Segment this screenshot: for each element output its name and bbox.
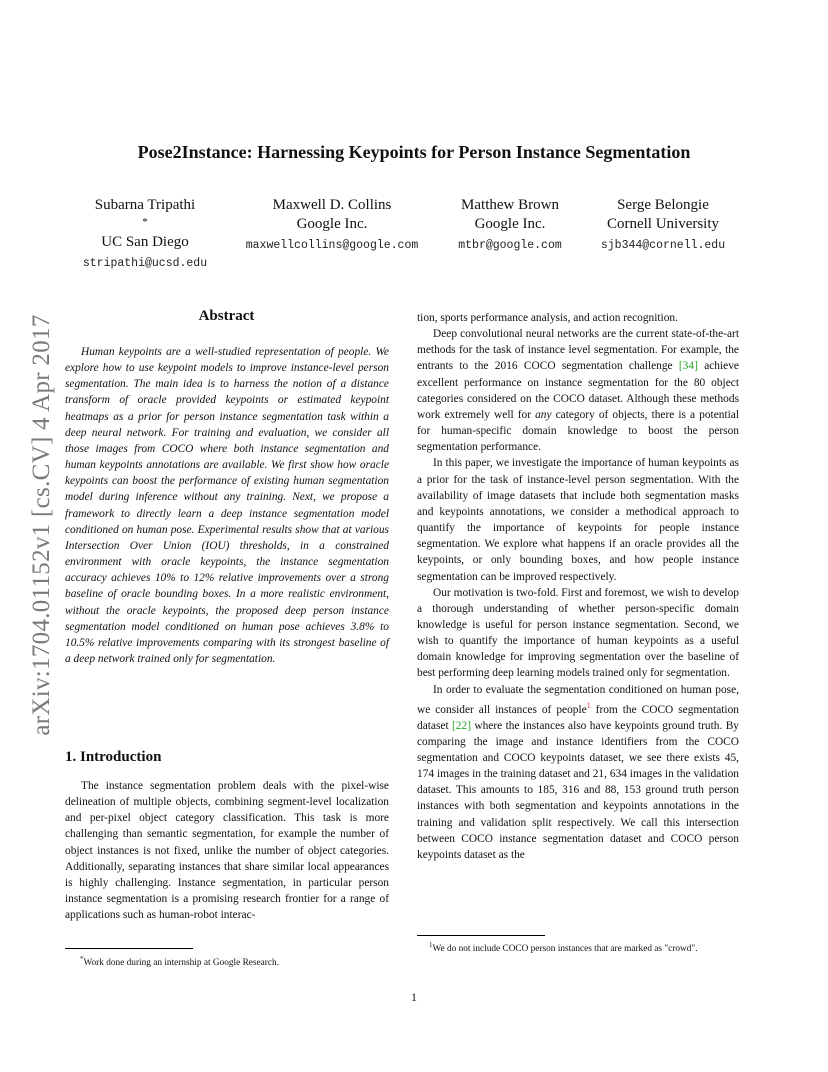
footnote-left [80,953,389,969]
footnote-rule-right [417,935,545,936]
abstract-body [65,344,389,667]
right-paragraph-0: tion, sports performance analysis, and action recognition. [417,312,678,324]
author-name: Matthew Brown [461,197,559,213]
abstract-text: Human keypoints are a well-studied representation of people. We explore how to use keypoint models to improve instance-level person segmentation. The main idea is to harness the notion of a distance transform of oracle provided keypoints or estimated keypoint heatmaps as a prior for person instance segmentation task within a deep neural network. For training and evaluation, we consider all those images from COCO where both instance segmentation and human keypoints annotations are available. We first show how oracle keypoints can boost the performance of existing human segmentation model during inference without any training. Next, we propose a framework to directly learn a deep instance segmentation model conditioned on human pose. Experimental results show that at various Intersection Over Union (IOU) thresholds, in a constrained environment with oracle keypoints, the instance segmentation accuracy achieves 10% to 12% relative improvements over a strong baseline of oracle bounding boxes. In a more realistic environment, without the oracle keypoints, the proposed deep person instance segmentation model conditioned on human pose achieves 3.8% to 10.5% relative improvements comparing with its strongest baseline of a deep network trained only for segmentation. [65,346,389,665]
author-4 [588,196,738,255]
citation-link[interactable]: [34] [678,360,698,373]
author-3 [440,196,580,255]
footnote-right [417,939,739,955]
arxiv-stamp-text: arXiv:1704.01152v1 [cs.CV] 4 Apr 2017 [28,314,55,736]
author-email: mtbr@google.com [458,239,562,252]
right-paragraph-1 [417,326,739,455]
footnote-text: We do not include COCO person instances that are marked as "crowd". [432,944,698,955]
author-mark: * [142,216,148,228]
arxiv-stamp [22,290,62,760]
author-affiliation: Google Inc. [296,216,368,232]
author-email: maxwellcollins@google.com [245,239,419,252]
right-column [417,310,739,863]
footnote-mark: * [80,955,84,963]
author-name: Subarna Tripathi [94,197,196,213]
intro-column-left [65,778,389,923]
author-affiliation: UC San Diego [101,234,189,250]
footnote-marker[interactable]: 1 [586,700,591,710]
text-run-italic: any [535,408,552,421]
right-paragraph-2: In this paper, we investigate the importance of human keypoints as a prior for the task of instance-level person segmentation. With the availability of image datasets that include both segmentation masks and keypoints annotations, we consider a methodical approach to quantify the importance of keypoints for people instance segmentation. We explore what happens if an oracle provides all the keypoints, or only bounding boxes, and how people instance segmentation can be improved respectively. [417,457,739,583]
citation-link[interactable]: [22] [452,719,471,732]
text-run: Deep convolutional neural networks are the current state-of-the-art methods for the task of instance level segmentation. For example, the entrants to the 2016 COCO segmentation challenge [417,328,739,373]
abstract-heading: Abstract [198,308,255,324]
page-number: 1 [411,990,417,1004]
intro-heading: 1. Introduction [65,749,162,765]
text-run: where the instances also have keypoints ground truth. By comparing the image and instance identifiers from the COCO segmentation and COCO keypoints dataset, we see there exists 45, 174 images in the training dataset and 21, 634 images in the validation dataset. This amounts to 185, 316 and 88, 153 ground truth person instances with both segmentation and keypoints annotations in the training and validation split respectively. We call this intersection between COCO instance segmentation dataset and COCO person keypoints dataset as the [417,719,739,861]
author-affiliation: Google Inc. [474,216,546,232]
text-run: achieve excellent performance on instance segmentation for the 80 object categories considered on the COCO dataset. Although these methods work extremely well for [417,360,739,421]
author-email: sjb344@cornell.edu [600,239,726,252]
right-paragraph-3: Our motivation is two-fold. First and foremost, we wish to develop a thorough understanding of whether person-specific domain knowledge is useful for person instance segmentation. Second, we wish to quantify the importance of human keypoints as a useful domain knowledge for improving segmentation over the baseline of best performing deep learning models trained only for segmentation. [417,586,739,680]
intro-paragraph: The instance segmentation problem deals with the pixel-wise delineation of multiple objects, combining segment-level localization and per-pixel object category classification. This task is more challenging than semantic segmentation, for example the number of object instances is not fixed, unlike the number of object categories. Additionally, separating instances that share similar local appearances is highly challenging. Instance segmentation, in particular person instance segmentation is a promising research frontier for a range of applications such as human-robot interac- [65,780,389,922]
author-name: Serge Belongie [617,197,709,213]
author-affiliation: Cornell University [606,216,720,232]
text-run: In order to evaluate the segmentation conditioned on human pose, we consider all instances of people [417,683,739,716]
right-paragraph-4 [417,682,739,864]
text-run: category of objects, there is a potential for human-specific domain knowledge to boost the person segmentation performance. [417,408,740,454]
text-run: from the COCO segmentation dataset [417,703,739,732]
author-name: Maxwell D. Collins [272,197,392,213]
author-1 [70,196,220,273]
author-email: stripathi@ucsd.edu [82,257,208,270]
footnote-mark: 1 [429,941,433,949]
paper-title: Pose2Instance: Harnessing Keypoints for Person Instance Segmentation [137,142,691,162]
author-2 [232,196,432,255]
footnote-text: Work done during an internship at Google Research. [83,958,279,969]
footnote-rule-left [65,948,193,949]
